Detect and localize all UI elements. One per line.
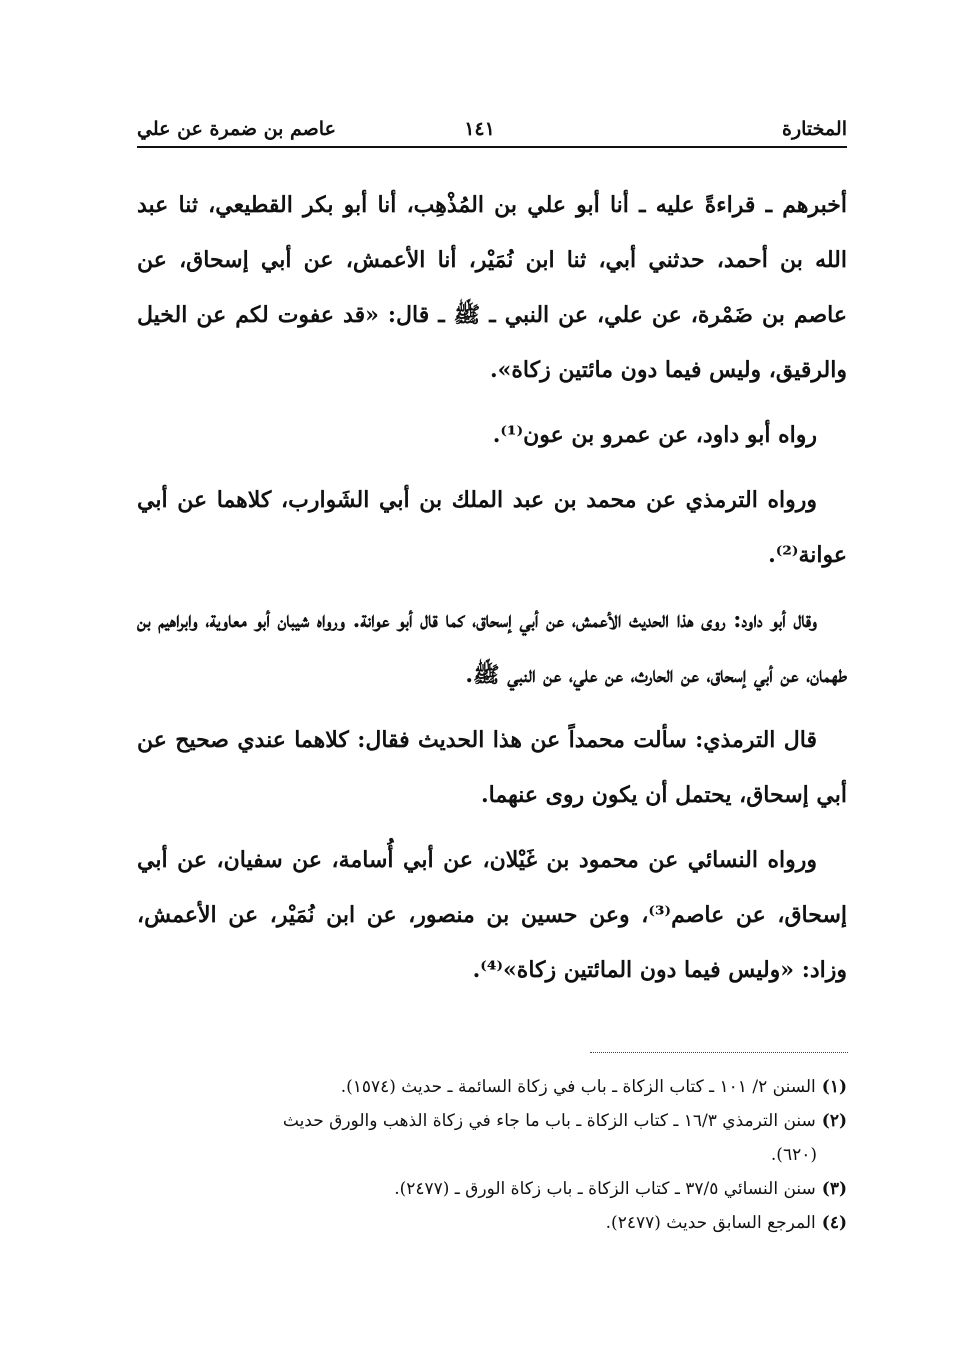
running-header-chapter: عاصم بن ضمرة عن علي: [137, 118, 336, 140]
footnote-number: (٤): [821, 1213, 847, 1233]
paragraph-abu-dawud: رواه أبو داود، عن عمرو بن عون⁽¹⁾.: [492, 422, 817, 448]
footnote-item: [137, 1206, 847, 1240]
paragraph-hadith-isnad: أخبرهم ـ قراءةً عليه ـ أنا أبو علي بن المُذْهِب، أنا أبو بكر القطيعي، ثنا عبد الله بن أحمد، حدثني أبي، ثنا ابن نُمَيْر، أنا الأعمش، عن أبي إسحاق، عن عاصم بن ضَمْرة، عن علي، عن النبي ـ ﷺ ـ قال: «قد عفوت لكم عن الخيل والرقيق، وليس فيما دون مائتين زكاة».: [137, 192, 847, 383]
paragraph-abu-dawud-comment: وقال أبو داود: روى هذا الحديث الأعمش، عن أبي إسحاق، كما قال أبو عوانة. ورواه شيبان أبو معاوية، وابراهيم بن طهمان، عن أبي إسحاق، عن الحارث، عن علي، عن النبي ﷺ.: [137, 607, 847, 688]
footnote-text: السنن ٢/ ١٠١ ـ كتاب الزكاة ـ باب في زكاة السائمة ـ حديث (١٥٧٤).: [340, 1077, 816, 1097]
footnote-item: [137, 1104, 847, 1138]
footnote-item: [137, 1172, 847, 1206]
running-header-book-title: المختارة: [782, 118, 847, 140]
footnotes: [137, 1070, 847, 1240]
footnote-number: (٣): [821, 1179, 847, 1199]
footnote-separator: [590, 1052, 848, 1053]
footnote-text: سنن النسائي ٣٧/٥ ـ كتاب الزكاة ـ باب زكاة الورق ـ (٢٤٧٧).: [394, 1179, 816, 1199]
header-rule: [137, 146, 847, 148]
footnote-continuation: (٦٢٠).: [770, 1145, 817, 1165]
main-text: [137, 178, 847, 1008]
page-number: ١٤١: [464, 118, 495, 140]
footnote-item: [137, 1070, 847, 1104]
footnote-text: المرجع السابق حديث (٢٤٧٧).: [605, 1213, 816, 1233]
footnote-number: (٢): [821, 1111, 847, 1131]
paragraph-tirmidhi-comment: قال الترمذي: سألت محمداً عن هذا الحديث فقال: كلاهما عندي صحيح عن أبي إسحاق، يحتمل أن يكون روى عنهما.: [137, 727, 847, 808]
footnote-text: سنن الترمذي ١٦/٣ ـ كتاب الزكاة ـ باب ما جاء في زكاة الذهب والورق حديث: [282, 1111, 816, 1131]
footnote-number: (١): [821, 1077, 847, 1097]
paragraph-tirmidhi: ورواه الترمذي عن محمد بن عبد الملك بن أبي الشَوارب، كلاهما عن أبي عوانة⁽²⁾.: [137, 487, 847, 568]
paragraph-nasai: ورواه النسائي عن محمود بن غَيْلان، عن أبي أُسامة، عن سفيان، عن أبي إسحاق، عن عاصم⁽³⁾، وعن حسين بن منصور، عن ابن نُمَيْر، عن الأعمش، وزاد: «وليس فيما دون المائتين زكاة»⁽⁴⁾.: [137, 847, 847, 983]
